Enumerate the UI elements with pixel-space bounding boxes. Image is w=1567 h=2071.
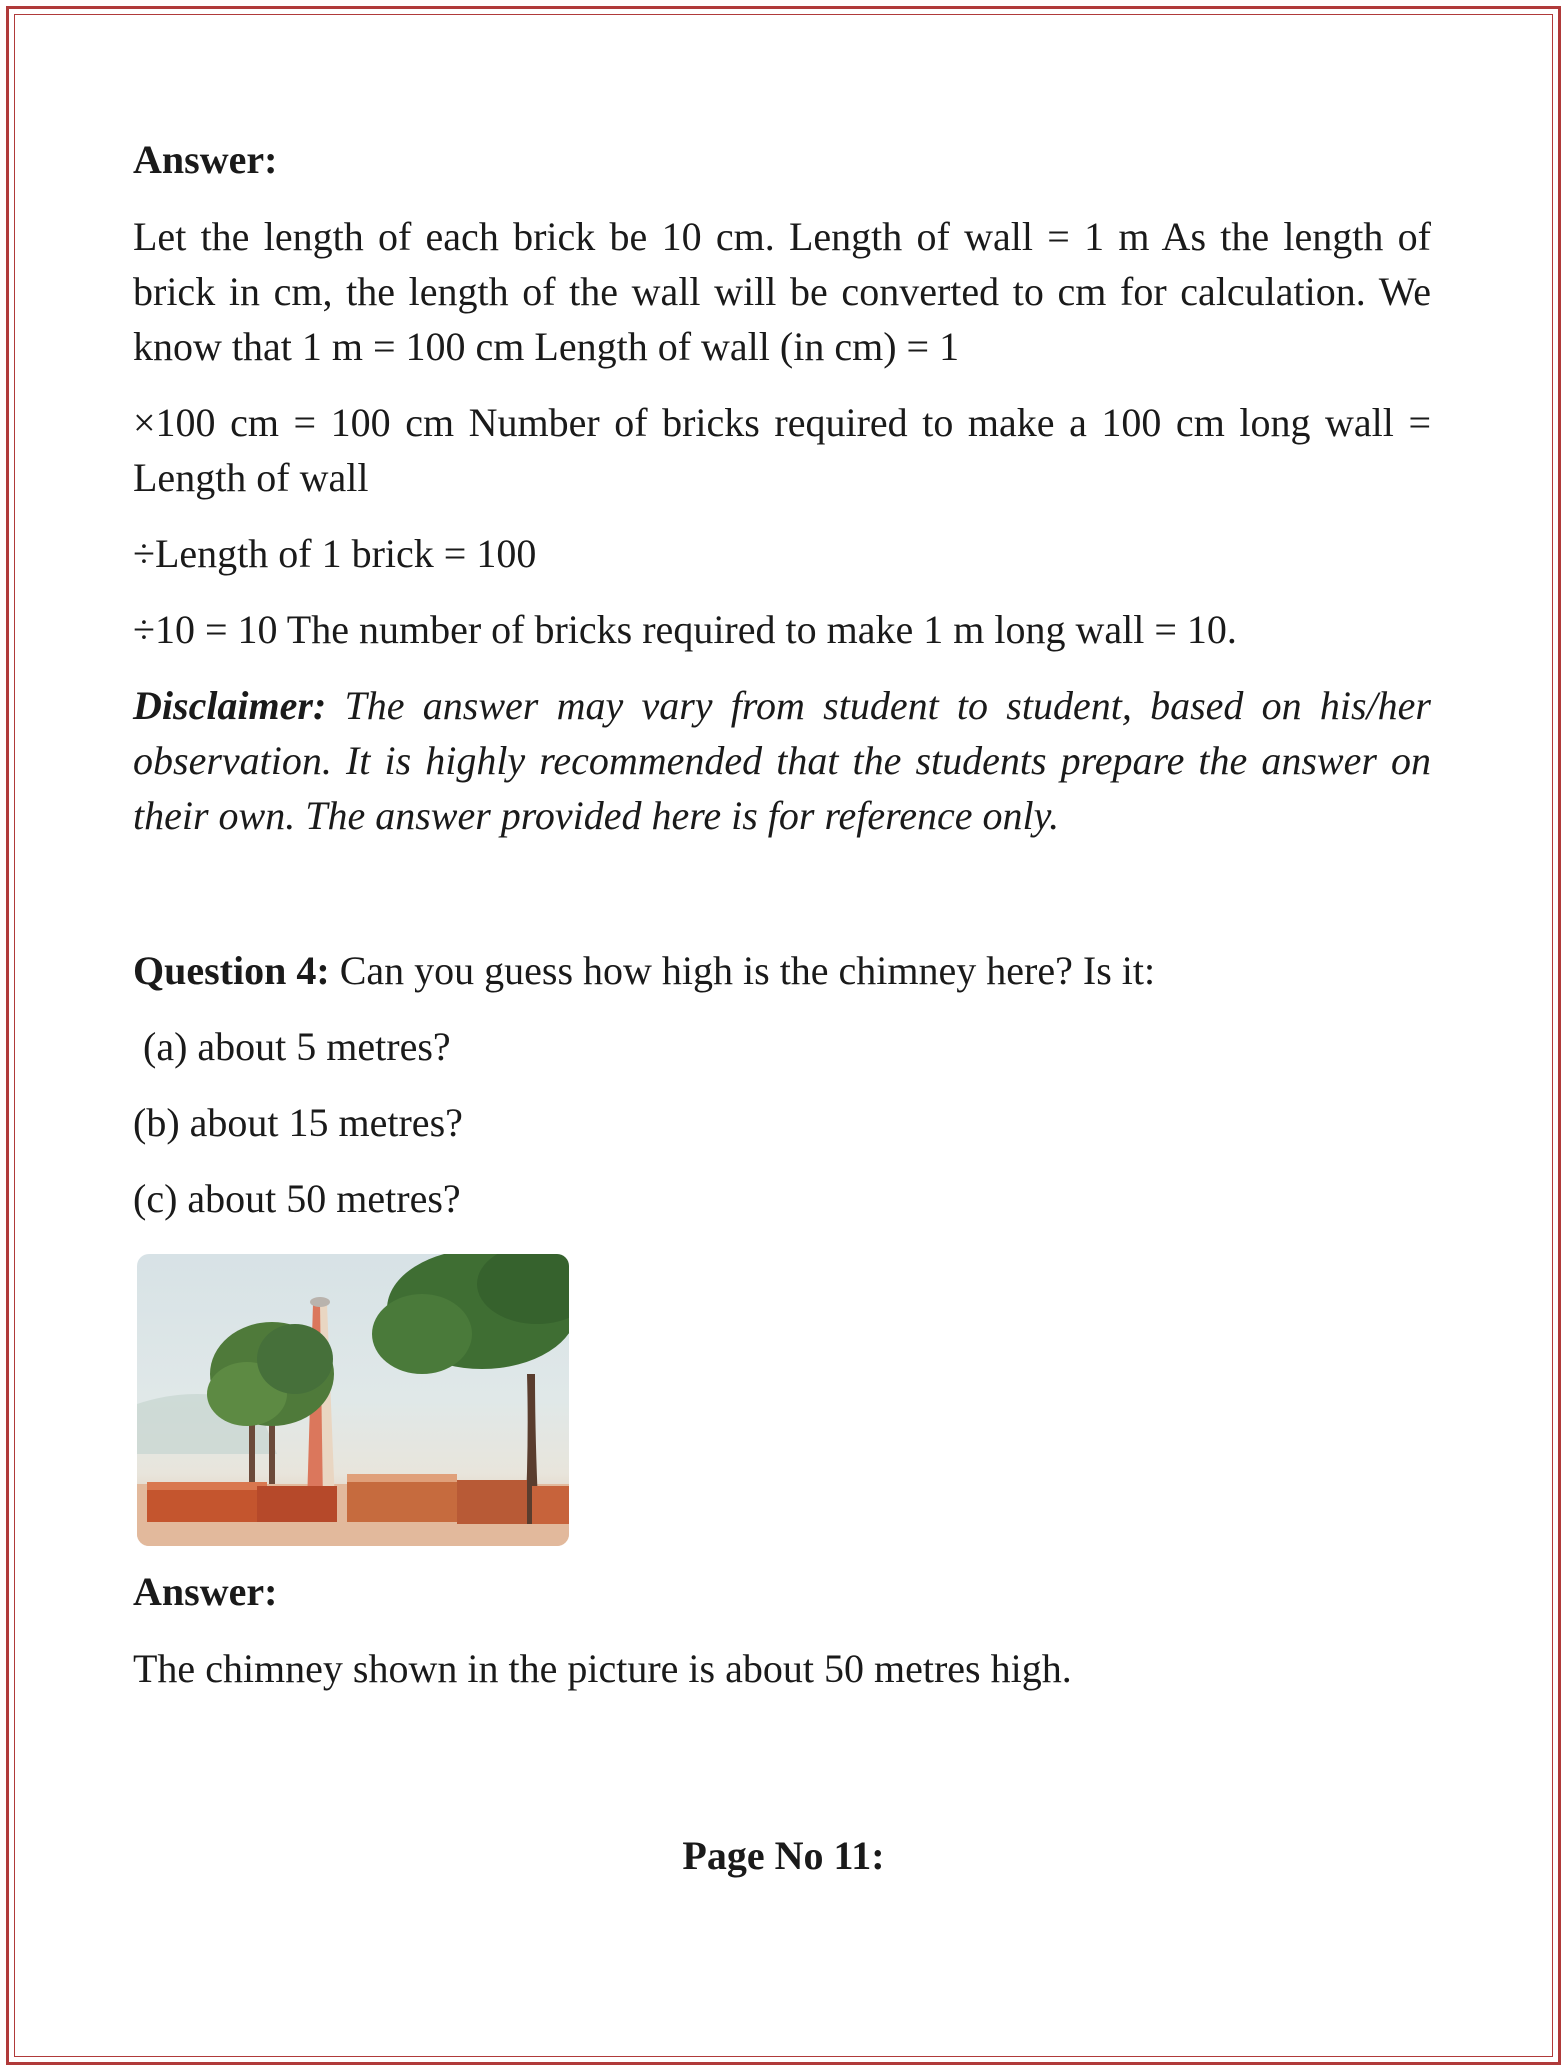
disclaimer-text: The answer may vary from student to student, based on his/her observation. It is highly recommended that the students prepare the answer on their own. The answer provided here is for reference only. [133, 683, 1431, 838]
answer-paragraph-2: ×100 cm = 100 cm Number of bricks required to make a 100 cm long wall = Length of wall [133, 400, 1431, 500]
answer-heading-2: Answer: [133, 1569, 278, 1614]
option-b: (b) about 15 metres? [133, 1100, 463, 1145]
answer-paragraph-3: ÷Length of 1 brick = 100 [133, 531, 537, 576]
page-number: Page No 11: [682, 1833, 885, 1878]
chimney-photo-illustration [137, 1254, 569, 1546]
option-a: (a) about 5 metres? [133, 1024, 451, 1069]
question-4 [133, 943, 1431, 998]
question-label: Question 4: [133, 948, 330, 993]
answer-heading: Answer: [133, 137, 278, 182]
answer-text-2: The chimney shown in the picture is about 50 metres high. [133, 1646, 1072, 1691]
answer-paragraph-4: ÷10 = 10 The number of bricks required to make 1 m long wall = 10. [133, 607, 1237, 652]
answer-paragraph-1: Let the length of each brick be 10 cm. Length of wall = 1 m As the length of brick in cm, the length of the wall will be converted to cm for calculation. We know that 1 m = 100 cm Length of wall (in cm) = 1 [133, 214, 1431, 369]
disclaimer [133, 678, 1431, 843]
option-c: (c) about 50 metres? [133, 1176, 461, 1221]
page-content [133, 132, 1431, 1696]
disclaimer-label: Disclaimer: [133, 683, 327, 728]
question-text: Can you guess how high is the chimney here? Is it: [329, 948, 1156, 993]
chimney-photo [137, 1254, 569, 1546]
